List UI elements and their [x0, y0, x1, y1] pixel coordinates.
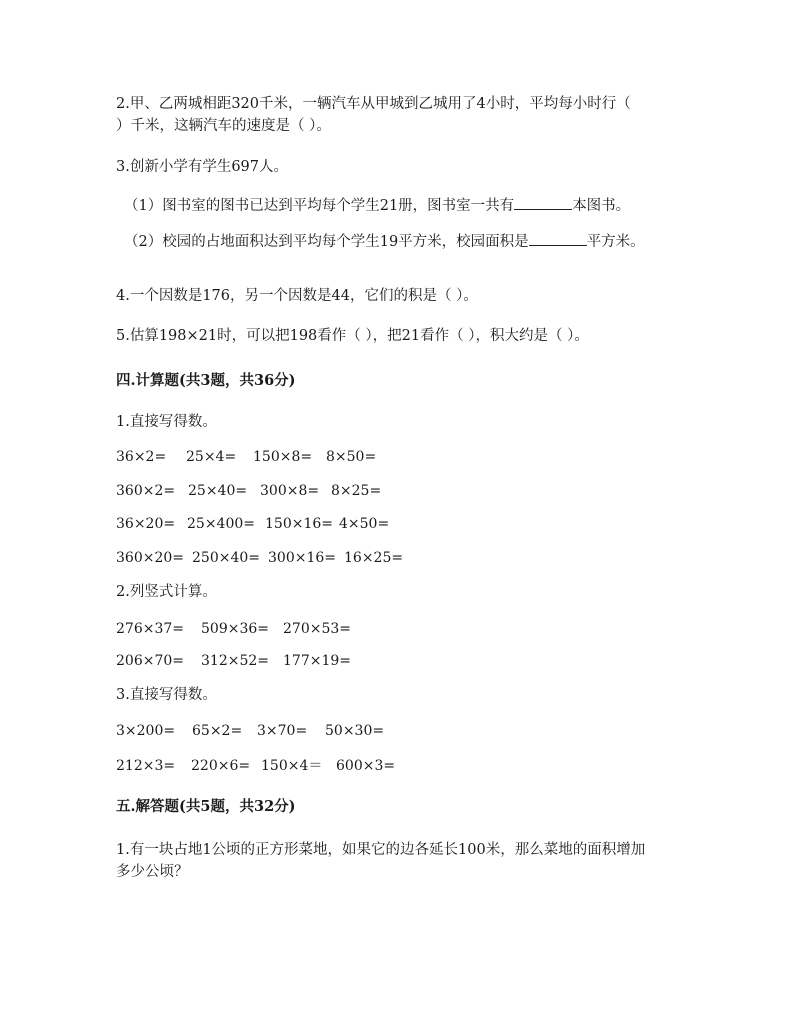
section-5-heading: 五.解答题(共5题，共32分): [116, 798, 296, 815]
question-2-line-1: 2.甲、乙两城相距320千米，一辆汽车从甲城到乙城用了4小时，平均每小时行（: [116, 96, 631, 112]
calc-item: 25×4=: [186, 449, 237, 465]
calc-2-title: 2.列竖式计算。: [116, 584, 217, 600]
calc-1-title: 1.直接写得数。: [116, 414, 217, 430]
calc-item: 16×25=: [344, 550, 404, 566]
answer-blank: [529, 231, 587, 246]
question-3-stem: 3.创新小学有学生697人。: [116, 159, 289, 175]
calc-item: 360×20=: [116, 550, 184, 566]
word-problem-1-line-1: 1.有一块占地1公顷的正方形菜地，如果它的边各延长100米，那么菜地的面积增加: [116, 842, 646, 858]
question-5: 5.估算198×21时，可以把198看作（ ），把21看作（ ），积大约是（ ）。: [116, 328, 589, 344]
section-4-heading: 四.计算题(共3题，共36分): [116, 372, 296, 389]
question-3-sub-1-unit: 本图书。: [572, 198, 631, 214]
calc-item: 250×40=: [192, 550, 260, 566]
question-3-sub-1-text: （1）图书室的图书已达到平均每个学生21册，图书室一共有: [124, 198, 515, 214]
calc-item: 150×4＝: [261, 758, 323, 774]
calc-item: 312×52=: [201, 653, 269, 669]
word-problem-1-line-2: 多少公顷？: [116, 864, 189, 880]
answer-blank: [514, 195, 572, 210]
calc-item: 36×20=: [116, 516, 176, 532]
calc-item: 8×50=: [326, 449, 377, 465]
question-3-sub-2-unit: 平方米。: [586, 234, 645, 250]
calc-item: 4×50=: [339, 516, 390, 532]
calc-item: 3×70=: [257, 723, 308, 739]
calc-item: 270×53=: [283, 621, 351, 637]
calc-item: 36×2=: [116, 449, 167, 465]
calc-item: 25×400=: [187, 516, 255, 532]
calc-item: 65×2=: [192, 723, 243, 739]
question-2-line-2: ）千米，这辆汽车的速度是（ ）。: [116, 118, 331, 134]
question-4: 4.一个因数是176，另一个因数是44，它们的积是（ ）。: [116, 288, 478, 304]
calc-item: 206×70=: [116, 653, 184, 669]
question-3-sub-2-text: （2）校园的占地面积达到平均每个学生19平方米，校园面积是: [124, 234, 529, 250]
calc-item: 300×8=: [260, 483, 320, 499]
calc-item: 360×2=: [116, 483, 176, 499]
calc-3-title: 3.直接写得数。: [116, 687, 217, 703]
calc-item: 150×8=: [253, 449, 313, 465]
calc-item: 25×40=: [188, 483, 248, 499]
calc-item: 8×25=: [331, 483, 382, 499]
calc-item: 509×36=: [201, 621, 269, 637]
question-3-sub-1: [124, 195, 630, 216]
calc-item: 220×6=: [191, 758, 251, 774]
calc-item: 300×16=: [268, 550, 336, 566]
calc-item: 177×19=: [283, 653, 351, 669]
calc-item: 600×3=: [336, 758, 396, 774]
calc-item: 276×37=: [116, 621, 184, 637]
calc-item: 50×30=: [325, 723, 385, 739]
calc-item: 3×200=: [116, 723, 176, 739]
question-3-sub-2: [124, 231, 645, 252]
calc-item: 150×16=: [265, 516, 333, 532]
calc-item: 212×3=: [116, 758, 176, 774]
